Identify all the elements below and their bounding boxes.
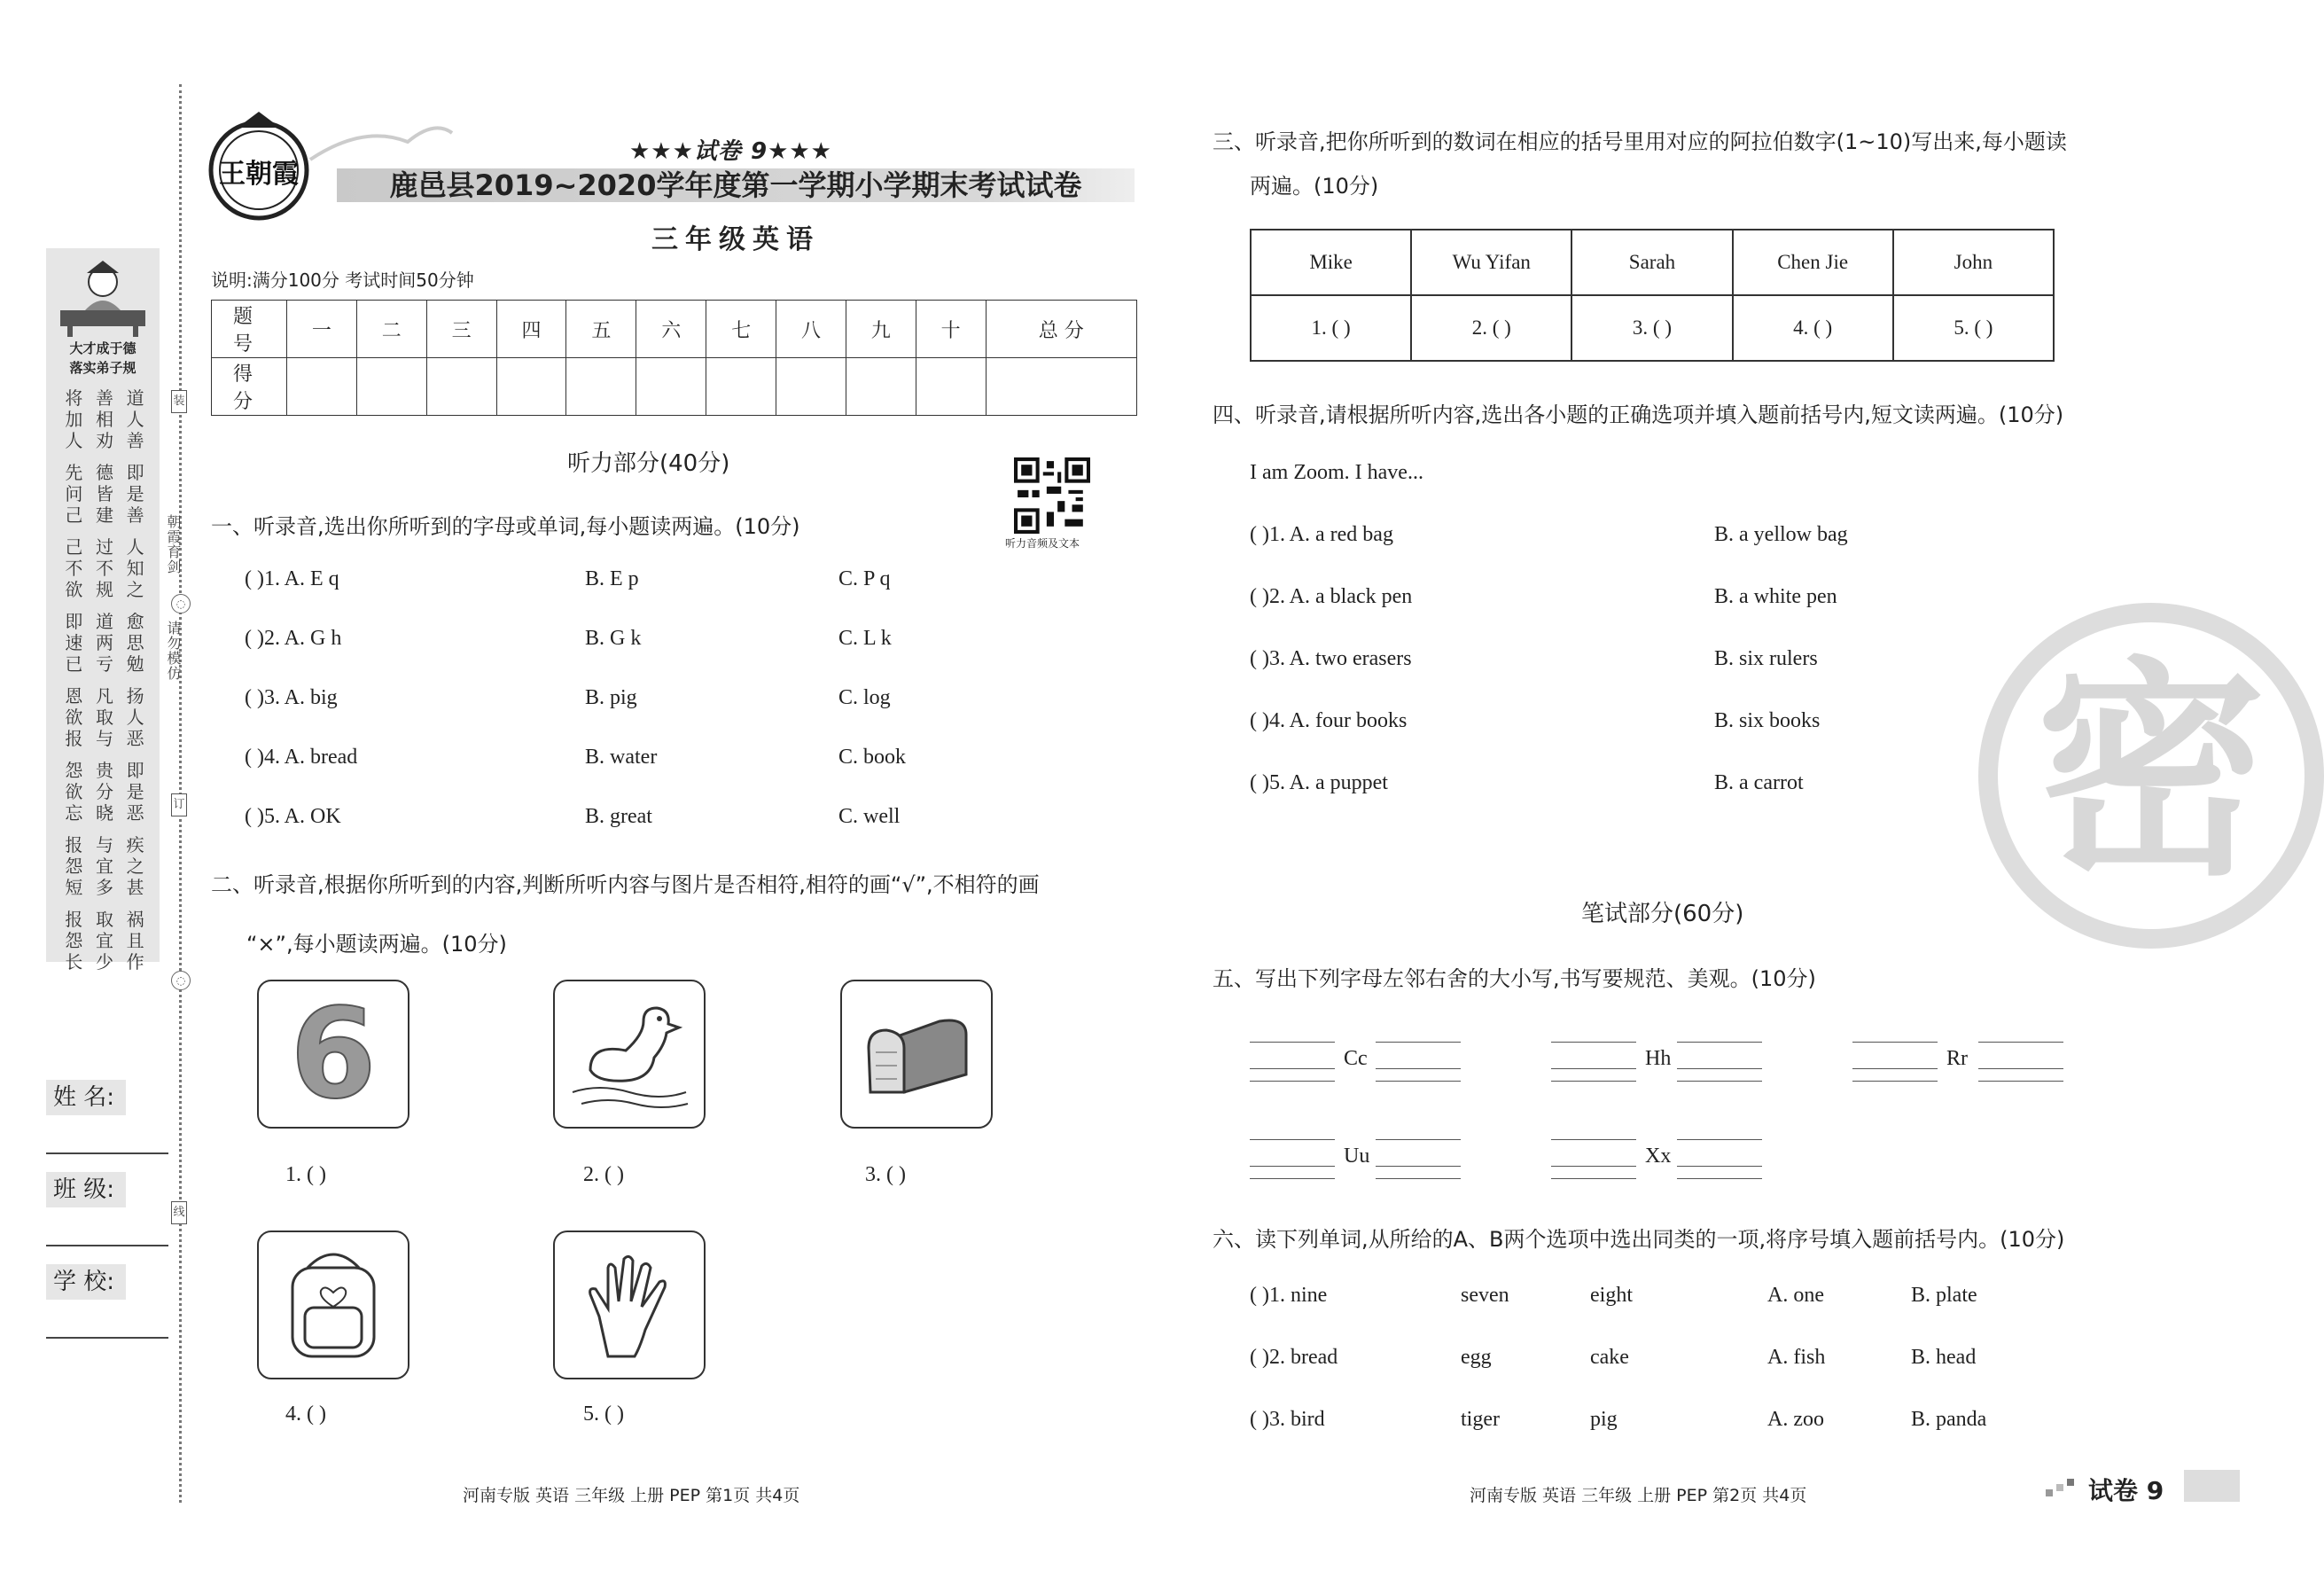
- motto-char: 劝: [95, 430, 113, 451]
- q6-option-b[interactable]: B. plate: [1911, 1284, 1977, 1307]
- q5-write-line[interactable]: [1376, 1178, 1461, 1179]
- q6-option-a[interactable]: A. zoo: [1767, 1408, 1824, 1431]
- motto-char: 人: [126, 409, 144, 430]
- picture-answer-2[interactable]: 2. ( ): [583, 1163, 624, 1186]
- motto-char: 即: [126, 462, 144, 483]
- q5-letter-group: [1250, 1139, 1471, 1210]
- q1-option-c[interactable]: C. log: [838, 686, 891, 709]
- motto-char: 恶: [126, 728, 144, 749]
- vertical-note-2: 请勿模仿: [165, 621, 182, 681]
- motto-char: 加: [65, 409, 83, 430]
- school-line[interactable]: [46, 1337, 168, 1339]
- q4-option-b[interactable]: B. a yellow bag: [1714, 523, 1848, 546]
- q5-write-line[interactable]: [1551, 1068, 1636, 1069]
- score-header-cell: 十: [916, 301, 986, 358]
- motto-char: 甚: [126, 877, 144, 898]
- motto-char: 道: [126, 387, 144, 409]
- score-input-cell[interactable]: [636, 358, 706, 416]
- score-row-label: 得 分: [212, 358, 287, 416]
- q5-write-line[interactable]: [1250, 1081, 1335, 1082]
- q3-answers-row: [1251, 295, 2054, 361]
- q5-write-line[interactable]: [1551, 1166, 1636, 1167]
- picture-box-4: [257, 1231, 409, 1379]
- motto-char: 长: [65, 951, 83, 973]
- q3-name-cell: John: [1893, 230, 2054, 295]
- score-header-cell: 一: [287, 301, 357, 358]
- q5-title: 五、写出下列字母左邻右舍的大小写,书写要规范、美观。(10分): [1213, 966, 1816, 991]
- motto-char: 即: [65, 611, 83, 632]
- school-label: 学 校:: [46, 1264, 126, 1300]
- binding-tag-xian: 线: [171, 1201, 187, 1224]
- q6-word-3: cake: [1590, 1346, 1629, 1369]
- score-input-cell[interactable]: [566, 358, 636, 416]
- motto-char: 道: [95, 611, 113, 632]
- hand-icon: [555, 1232, 704, 1378]
- footer-grey-tab: [2184, 1470, 2240, 1502]
- score-header-cell: 三: [426, 301, 496, 358]
- q1-option-a[interactable]: ( )4. A. bread: [245, 746, 358, 769]
- q2-title-line1: 二、听录音,根据你所听到的内容,判断所听内容与图片是否相符,相符的画“√”,不相符的画: [211, 872, 1040, 897]
- motto-char: 不: [65, 558, 83, 579]
- q5-letter-pair: Rr: [1946, 1047, 1968, 1070]
- motto-char: 之: [126, 579, 144, 600]
- q4-option-b[interactable]: B. six books: [1714, 709, 1821, 732]
- motto-char: 报: [65, 834, 83, 856]
- q1-option-b[interactable]: B. water: [585, 746, 658, 769]
- q5-letter-group: [1250, 1042, 1471, 1113]
- class-line[interactable]: [46, 1245, 168, 1246]
- q6-title: 六、读下列单词,从所给的A、B两个选项中选出同类的一项,将序号填入题前括号内。(10分): [1213, 1227, 2065, 1252]
- motto-char: 宜: [95, 856, 113, 877]
- motto-char: 疾: [126, 834, 144, 856]
- q5-write-line[interactable]: [1250, 1042, 1335, 1043]
- qr-caption: 听力音频及文本: [1005, 537, 1080, 550]
- motto-char: 愈: [126, 611, 144, 632]
- motto-char: 忘: [65, 802, 83, 824]
- motto-char: 问: [65, 483, 83, 504]
- q1-option-b[interactable]: B. G k: [585, 627, 642, 650]
- picture-answer-5[interactable]: 5. ( ): [583, 1402, 624, 1426]
- motto-char: 是: [126, 483, 144, 504]
- q6-word-1: ( )1. nine: [1250, 1284, 1328, 1307]
- motto-char: 恩: [65, 685, 83, 707]
- q4-option-b[interactable]: B. a carrot: [1714, 771, 1804, 794]
- motto-char: 少: [95, 951, 113, 973]
- motto-char: 过: [95, 536, 113, 558]
- q1-option-a[interactable]: ( )3. A. big: [245, 686, 338, 709]
- q5-letter-pair: Hh: [1645, 1047, 1672, 1070]
- q5-write-line[interactable]: [1250, 1166, 1335, 1167]
- q4-option-a[interactable]: ( )1. A. a red bag: [1250, 523, 1393, 546]
- score-input-cell[interactable]: [986, 358, 1136, 416]
- motto-char: 祸: [126, 909, 144, 930]
- motto-char: 报: [65, 909, 83, 930]
- q5-write-line[interactable]: [1376, 1068, 1461, 1069]
- ribbon-decoration: [310, 115, 452, 168]
- motto-char: 善: [95, 387, 113, 409]
- motto-char: 怨: [65, 760, 83, 781]
- q1-option-a[interactable]: ( )1. A. E q: [245, 567, 339, 590]
- motto-char: 人: [65, 430, 83, 451]
- motto-gap: [58, 898, 151, 909]
- motto-panel: [46, 248, 160, 973]
- q5-letter-group: [1551, 1042, 1773, 1113]
- q6-word-1: ( )2. bread: [1250, 1346, 1338, 1369]
- q5-write-line[interactable]: [1551, 1042, 1636, 1043]
- q3-answer-cell[interactable]: 4. ( ): [1733, 295, 1893, 361]
- motto-char: 先: [65, 462, 83, 483]
- motto-char: 相: [95, 409, 113, 430]
- motto-char: 不: [95, 558, 113, 579]
- q5-write-line[interactable]: [1551, 1081, 1636, 1082]
- q5-write-line[interactable]: [1852, 1081, 1938, 1082]
- motto-char: 人: [126, 536, 144, 558]
- motto-char: 勉: [126, 653, 144, 675]
- motto-char: 速: [65, 632, 83, 653]
- motto-char: 之: [126, 856, 144, 877]
- q3-answer-cell[interactable]: 5. ( ): [1893, 295, 2054, 361]
- motto-char: 己: [65, 504, 83, 526]
- motto-char: 取: [95, 707, 113, 728]
- motto-char: 人: [126, 707, 144, 728]
- score-header-cell: 七: [706, 301, 776, 358]
- paper-badge: ★★★试卷 9★★★: [629, 138, 832, 165]
- q5-write-line[interactable]: [1376, 1081, 1461, 1082]
- q6-word-1: ( )3. bird: [1250, 1408, 1325, 1431]
- q5-write-line[interactable]: [1978, 1042, 2063, 1043]
- confidential-watermark: [1978, 603, 2324, 949]
- watermark-glyph: 密: [2036, 639, 2266, 907]
- motto-gap: [58, 824, 151, 834]
- q5-write-line[interactable]: [1250, 1139, 1335, 1140]
- q1-title: 一、听录音,选出你所听到的字母或单词,每小题读两遍。(10分): [211, 514, 800, 539]
- schoolbag-icon: [259, 1232, 408, 1378]
- score-header-row: [212, 301, 1137, 358]
- motto-gap: [58, 749, 151, 760]
- picture-answer-1[interactable]: 1. ( ): [285, 1163, 326, 1186]
- q6-word-2: egg: [1461, 1346, 1492, 1369]
- q4-option-b[interactable]: B. a white pen: [1714, 585, 1837, 608]
- score-table: [211, 300, 1137, 416]
- score-header-cell: 总 分: [986, 301, 1136, 358]
- motto-char: 将: [65, 387, 83, 409]
- wangzhaoxia-logo: [206, 108, 312, 223]
- picture-box-3: [840, 980, 993, 1129]
- q5-write-line[interactable]: [1551, 1139, 1636, 1140]
- q5-write-line[interactable]: [1677, 1178, 1762, 1179]
- q6-word-2: tiger: [1461, 1408, 1500, 1431]
- q5-letter-group: [1852, 1042, 2074, 1113]
- score-header-cell: 九: [846, 301, 916, 358]
- score-input-cell[interactable]: [287, 358, 357, 416]
- motto-char: 凡: [95, 685, 113, 707]
- motto-char: 扬: [126, 685, 144, 707]
- motto-char: 欲: [65, 707, 83, 728]
- q1-option-b[interactable]: B. great: [585, 805, 652, 828]
- motto-gap: [58, 675, 151, 685]
- score-input-cell[interactable]: [776, 358, 846, 416]
- picture-answer-3[interactable]: 3. ( ): [865, 1163, 906, 1186]
- score-input-cell[interactable]: [706, 358, 776, 416]
- motto-char: 怨: [65, 930, 83, 951]
- number-six-icon: [259, 981, 408, 1127]
- class-label: 班 级:: [46, 1172, 126, 1207]
- q5-write-line[interactable]: [1852, 1068, 1938, 1069]
- q1-option-b[interactable]: B. pig: [585, 686, 637, 709]
- q4-option-a[interactable]: ( )2. A. a black pen: [1250, 585, 1413, 608]
- motto-char: 短: [65, 877, 83, 898]
- q3-name-cell: Sarah: [1571, 230, 1732, 295]
- logo-text: 王朝霞: [219, 159, 299, 190]
- motto-title-1: 大才成于德: [69, 340, 136, 356]
- q5-write-line[interactable]: [1852, 1042, 1938, 1043]
- q5-write-line[interactable]: [1551, 1178, 1636, 1179]
- q3-title-line1: 三、听录音,把你所听到的数词在相应的括号里用对应的阿拉伯数字(1~10)写出来,每小题读: [1213, 129, 2067, 154]
- q4-option-a[interactable]: ( )3. A. two erasers: [1250, 647, 1412, 670]
- q5-write-line[interactable]: [1677, 1068, 1762, 1069]
- q4-option-a[interactable]: ( )4. A. four books: [1250, 709, 1408, 732]
- q5-letter-pair: Uu: [1344, 1145, 1370, 1168]
- motto-char: 欲: [65, 579, 83, 600]
- q6-option-a[interactable]: A. fish: [1767, 1346, 1826, 1369]
- motto-char: 报: [65, 728, 83, 749]
- q3-name-cell: Wu Yifan: [1411, 230, 1571, 295]
- svg-text:6: 6: [290, 982, 377, 1127]
- score-input-cell[interactable]: [356, 358, 426, 416]
- q6-word-3: pig: [1590, 1408, 1618, 1431]
- motto-gap: [58, 600, 151, 611]
- q3-answer-cell[interactable]: 3. ( ): [1571, 295, 1732, 361]
- score-input-cell[interactable]: [496, 358, 566, 416]
- motto-char: 善: [126, 504, 144, 526]
- motto-char: 已: [65, 653, 83, 675]
- motto-char: 多: [95, 877, 113, 898]
- footer-paper-badge: 试卷 9: [2088, 1476, 2164, 1505]
- score-header-cell: 八: [776, 301, 846, 358]
- picture-box-5: [553, 1231, 706, 1379]
- score-input-cell[interactable]: [426, 358, 496, 416]
- score-input-cell[interactable]: [846, 358, 916, 416]
- motto-char: 德: [95, 462, 113, 483]
- q1-option-a[interactable]: ( )2. A. G h: [245, 627, 342, 650]
- motto-char: 恶: [126, 802, 144, 824]
- binding-tag-ding: 订: [171, 793, 187, 816]
- binding-tag-zhuang: 装: [171, 390, 187, 413]
- name-label: 姓 名:: [46, 1080, 126, 1115]
- listening-title: 听力部分(40分): [567, 450, 730, 477]
- q4-option-b[interactable]: B. six rulers: [1714, 647, 1818, 670]
- q5-write-line[interactable]: [1376, 1166, 1461, 1167]
- q3-answer-cell[interactable]: 2. ( ): [1411, 295, 1571, 361]
- motto-char: 两: [95, 632, 113, 653]
- score-value-row: [212, 358, 1137, 416]
- footer-right: 河南专版 英语 三年级 上册 PEP 第2页 共4页: [1470, 1486, 1807, 1505]
- score-header-cell: 四: [496, 301, 566, 358]
- q1-option-c[interactable]: C. P q: [838, 567, 891, 590]
- motto-char: 建: [95, 504, 113, 526]
- motto-char: 取: [95, 909, 113, 930]
- exam-subtitle: 三年级英语: [651, 224, 820, 255]
- motto-char: 怨: [65, 856, 83, 877]
- motto-char: 晓: [95, 802, 113, 824]
- picture-answer-4[interactable]: 4. ( ): [285, 1402, 326, 1426]
- q6-word-2: seven: [1461, 1284, 1509, 1307]
- q4-title: 四、听录音,请根据所听内容,选出各小题的正确选项并填入题前括号内,短文读两遍。(10分): [1213, 402, 2064, 427]
- motto-gap: [58, 526, 151, 536]
- q5-letter-pair: Cc: [1344, 1047, 1368, 1070]
- score-header-label: 题 号: [212, 301, 287, 358]
- exam-note: 说明:满分100分 考试时间50分钟: [211, 270, 474, 291]
- binding-hole-icon: ◌: [171, 594, 191, 613]
- q5-write-line[interactable]: [1978, 1081, 2063, 1082]
- score-header-cell: 五: [566, 301, 636, 358]
- motto-char: 皆: [95, 483, 113, 504]
- motto-char: 亏: [95, 653, 113, 675]
- q5-write-line[interactable]: [1677, 1139, 1762, 1140]
- q5-write-line[interactable]: [1677, 1166, 1762, 1167]
- q6-option-a[interactable]: A. one: [1767, 1284, 1824, 1307]
- motto-char: 是: [126, 781, 144, 802]
- motto-text-grid: [58, 387, 151, 973]
- motto-char: 思: [126, 632, 144, 653]
- q6-option-b[interactable]: B. head: [1911, 1346, 1977, 1369]
- binding-hole-icon-2: ◌: [171, 971, 191, 990]
- scholar-icon: [51, 255, 154, 340]
- q5-write-line[interactable]: [1677, 1081, 1762, 1082]
- motto-char: 分: [95, 781, 113, 802]
- motto-char: 欲: [65, 781, 83, 802]
- q5-write-line[interactable]: [1250, 1178, 1335, 1179]
- footer-badge-dots: [2046, 1479, 2076, 1498]
- q5-write-line[interactable]: [1376, 1139, 1461, 1140]
- q5-letter-pair: Xx: [1645, 1145, 1672, 1168]
- motto-char: 宜: [95, 930, 113, 951]
- q3-name-cell: Chen Jie: [1733, 230, 1893, 295]
- motto-char: 规: [95, 579, 113, 600]
- motto-char: 贵: [95, 760, 113, 781]
- motto-char: 与: [95, 728, 113, 749]
- q1-option-a[interactable]: ( )5. A. OK: [245, 805, 341, 828]
- motto-char: 且: [126, 930, 144, 951]
- motto-char: 即: [126, 760, 144, 781]
- q6-option-b[interactable]: B. panda: [1911, 1408, 1987, 1431]
- q3-name-cell: Mike: [1251, 230, 1411, 295]
- motto-char: 作: [126, 951, 144, 973]
- q1-option-c[interactable]: C. well: [838, 805, 901, 828]
- footer-left: 河南专版 英语 三年级 上册 PEP 第1页 共4页: [463, 1486, 800, 1505]
- q5-write-line[interactable]: [1250, 1068, 1335, 1069]
- q5-write-line[interactable]: [1978, 1068, 2063, 1069]
- q3-names-table: [1250, 229, 2055, 362]
- motto-title-2: 落实弟子规: [69, 360, 136, 376]
- score-input-cell[interactable]: [916, 358, 986, 416]
- q3-title-line2: 两遍。(10分): [1250, 174, 1379, 199]
- q5-letter-group: [1551, 1139, 1773, 1210]
- name-line[interactable]: [46, 1152, 168, 1154]
- vertical-note-1: 朝霞育剑: [165, 514, 182, 574]
- picture-box-1: [257, 980, 409, 1129]
- duck-icon: [555, 981, 704, 1127]
- score-header-cell: 二: [356, 301, 426, 358]
- motto-char: 己: [65, 536, 83, 558]
- q4-option-a[interactable]: ( )5. A. a puppet: [1250, 771, 1388, 794]
- q1-option-b[interactable]: B. E p: [585, 567, 639, 590]
- q2-title-line2: “×”,每小题读两遍。(10分): [246, 932, 507, 957]
- bread-icon: [842, 981, 991, 1127]
- motto-char: 知: [126, 558, 144, 579]
- motto-char: 善: [126, 430, 144, 451]
- score-header-cell: 六: [636, 301, 706, 358]
- picture-box-2: [553, 980, 706, 1129]
- q4-intro: I am Zoom. I have...: [1250, 461, 1423, 484]
- q3-answer-cell[interactable]: 1. ( ): [1251, 295, 1411, 361]
- qr-code-icon[interactable]: [1014, 457, 1090, 534]
- motto-char: 与: [95, 834, 113, 856]
- q5-write-line[interactable]: [1677, 1042, 1762, 1043]
- q1-option-c[interactable]: C. book: [838, 746, 907, 769]
- q3-names-row: [1251, 230, 2054, 295]
- writing-title: 笔试部分(60分): [1581, 901, 1744, 927]
- q6-word-3: eight: [1590, 1284, 1633, 1307]
- q5-write-line[interactable]: [1376, 1042, 1461, 1043]
- exam-title: 鹿邑县2019~2020学年度第一学期小学期末考试试卷: [389, 168, 1082, 202]
- motto-gap: [58, 451, 151, 462]
- q1-option-c[interactable]: C. L k: [838, 627, 892, 650]
